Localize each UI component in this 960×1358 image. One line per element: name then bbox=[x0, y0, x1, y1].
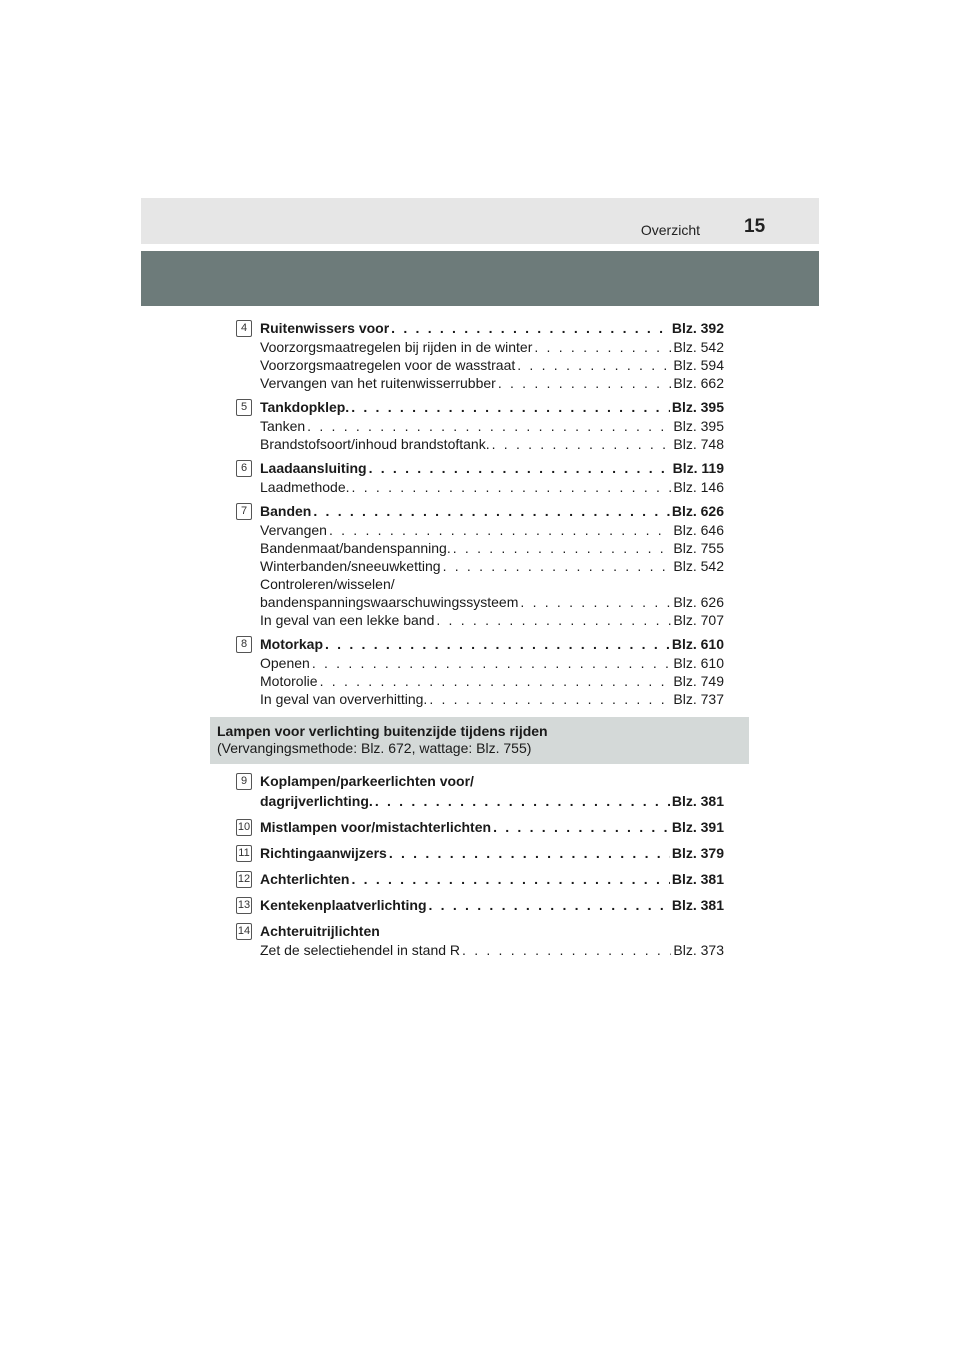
index-entry[interactable] bbox=[236, 634, 724, 654]
callout-number-badge: 11 bbox=[236, 845, 252, 862]
entry-page[interactable]: Blz. 381 bbox=[671, 897, 724, 913]
subentry-label: Bandenmaat/bandenspanning. bbox=[260, 540, 451, 556]
entry-page[interactable]: Blz. 392 bbox=[671, 320, 724, 336]
index-group bbox=[236, 318, 724, 392]
entry-title: Kentekenplaatverlichting bbox=[260, 897, 427, 913]
index-subentry[interactable] bbox=[236, 356, 724, 374]
index-subentry[interactable] bbox=[236, 338, 724, 356]
subentry-page[interactable]: Blz. 373 bbox=[673, 942, 724, 958]
dot-leader bbox=[369, 458, 671, 478]
entry-page[interactable]: Blz. 381 bbox=[671, 793, 724, 809]
index-entry[interactable] bbox=[236, 397, 724, 417]
dot-leader bbox=[391, 318, 670, 338]
subentry-label: Zet de selectiehendel in stand R bbox=[260, 942, 461, 958]
index-subentry[interactable] bbox=[236, 654, 724, 672]
subentry-label: Motorolie bbox=[260, 673, 318, 689]
subentry-label: Laadmethode. bbox=[260, 479, 350, 495]
entry-title: Mistlampen voor/mistachterlichten bbox=[260, 819, 492, 835]
subentry-page[interactable]: Blz. 395 bbox=[673, 418, 724, 434]
callout-number-badge: 7 bbox=[236, 503, 252, 520]
dot-leader bbox=[492, 435, 672, 453]
index-group bbox=[236, 771, 724, 811]
entry-page[interactable]: Blz. 626 bbox=[671, 503, 724, 519]
dot-leader bbox=[429, 895, 670, 915]
entry-title: dagrijverlichting. bbox=[260, 793, 373, 809]
subentry-page[interactable]: Blz. 146 bbox=[673, 479, 724, 495]
entry-page[interactable]: Blz. 610 bbox=[671, 636, 724, 652]
dot-leader bbox=[351, 869, 669, 889]
index-subentry[interactable] bbox=[236, 417, 724, 435]
callout-number-badge: 10 bbox=[236, 819, 252, 836]
subentry-label: In geval van oververhitting. bbox=[260, 691, 428, 707]
subentry-page[interactable]: Blz. 737 bbox=[673, 691, 724, 707]
entry-page[interactable]: Blz. 395 bbox=[671, 399, 724, 415]
index-entry[interactable] bbox=[236, 318, 724, 338]
subentry-label: In geval van een lekke band bbox=[260, 612, 435, 628]
page-number: 15 bbox=[744, 216, 766, 237]
entry-title: Tankdopklep. bbox=[260, 399, 350, 415]
index-group bbox=[236, 895, 724, 915]
dot-leader bbox=[329, 521, 671, 539]
entry-title: Ruitenwissers voor bbox=[260, 320, 390, 336]
index-list-exterior bbox=[236, 318, 724, 713]
index-subentry[interactable] bbox=[236, 374, 724, 392]
callout-number-badge: 4 bbox=[236, 320, 252, 337]
subentry-label: Vervangen van het ruitenwisserrubber bbox=[260, 375, 496, 391]
entry-title: Achteruitrijlichten bbox=[260, 923, 380, 939]
lamp-section-subtitle: (Vervangingsmethode: Blz. 672, wattage: Blz. 755) bbox=[217, 740, 532, 756]
entry-page[interactable]: Blz. 391 bbox=[671, 819, 724, 835]
dot-leader bbox=[453, 539, 672, 557]
index-entry[interactable] bbox=[236, 501, 724, 521]
index-group bbox=[236, 397, 724, 453]
callout-number-badge: 6 bbox=[236, 460, 252, 477]
subentry-label: Vervangen bbox=[260, 522, 327, 538]
subentry-label: Voorzorgsmaatregelen bij rijden in de winter bbox=[260, 339, 533, 355]
entry-title: Koplampen/parkeerlichten voor/ bbox=[260, 773, 474, 789]
index-group bbox=[236, 869, 724, 889]
index-subentry[interactable] bbox=[236, 539, 724, 557]
dot-leader bbox=[443, 557, 672, 575]
header-bar bbox=[141, 251, 819, 306]
entry-page[interactable]: Blz. 379 bbox=[671, 845, 724, 861]
dot-leader bbox=[520, 593, 671, 611]
index-entry[interactable] bbox=[236, 458, 724, 478]
index-subentry[interactable] bbox=[236, 435, 724, 453]
index-entry[interactable] bbox=[236, 791, 724, 811]
index-entry[interactable] bbox=[236, 869, 724, 889]
subentry-page[interactable]: Blz. 542 bbox=[673, 558, 724, 574]
callout-number-badge: 9 bbox=[236, 773, 252, 790]
page-header-band bbox=[141, 198, 819, 244]
dot-leader bbox=[307, 417, 671, 435]
lamp-section-title: Lampen voor verlichting buitenzijde tijdens rijden bbox=[217, 723, 548, 739]
index-subentry[interactable] bbox=[236, 690, 724, 708]
subentry-page[interactable]: Blz. 626 bbox=[673, 594, 724, 610]
entry-title: Banden bbox=[260, 503, 312, 519]
subentry-label: Tanken bbox=[260, 418, 306, 434]
dot-leader bbox=[352, 478, 672, 496]
index-subentry[interactable] bbox=[236, 672, 724, 690]
section-title: Overzicht bbox=[640, 222, 700, 238]
subentry-page[interactable]: Blz. 610 bbox=[673, 655, 724, 671]
dot-leader bbox=[313, 501, 670, 521]
index-subentry[interactable] bbox=[236, 557, 724, 575]
subentry-page[interactable]: Blz. 646 bbox=[673, 522, 724, 538]
subentry-page[interactable]: Blz. 749 bbox=[673, 673, 724, 689]
entry-page[interactable]: Blz. 381 bbox=[671, 871, 724, 887]
index-subentry[interactable] bbox=[236, 611, 724, 629]
callout-number-badge: 5 bbox=[236, 399, 252, 416]
index-subentry[interactable] bbox=[236, 575, 724, 593]
dot-leader bbox=[312, 654, 672, 672]
index-group bbox=[236, 843, 724, 863]
dot-leader bbox=[325, 634, 670, 654]
index-subentry[interactable] bbox=[236, 593, 724, 611]
entry-title: Laadaansluiting bbox=[260, 460, 367, 476]
subentry-page[interactable]: Blz. 748 bbox=[673, 436, 724, 452]
entry-title: Achterlichten bbox=[260, 871, 350, 887]
subentry-label: Openen bbox=[260, 655, 310, 671]
entry-page[interactable]: Blz. 119 bbox=[672, 460, 724, 476]
dot-leader bbox=[498, 374, 672, 392]
dot-leader bbox=[429, 690, 671, 708]
subentry-label: Controleren/wisselen/ bbox=[260, 576, 395, 592]
dot-leader bbox=[462, 941, 671, 959]
index-entry[interactable] bbox=[236, 843, 724, 863]
dot-leader bbox=[375, 791, 670, 811]
subentry-page[interactable]: Blz. 662 bbox=[673, 375, 724, 391]
index-entry[interactable] bbox=[236, 771, 724, 791]
index-subentry[interactable] bbox=[236, 478, 724, 496]
dot-leader bbox=[320, 672, 672, 690]
dot-leader bbox=[351, 397, 670, 417]
index-subentry[interactable] bbox=[236, 521, 724, 539]
callout-number-badge: 14 bbox=[236, 923, 252, 940]
index-group bbox=[236, 921, 724, 959]
index-entry[interactable] bbox=[236, 817, 724, 837]
subentry-label: Voorzorgsmaatregelen voor de wasstraat bbox=[260, 357, 516, 373]
callout-number-badge: 13 bbox=[236, 897, 252, 914]
callout-number-badge: 8 bbox=[236, 636, 252, 653]
index-group bbox=[236, 817, 724, 837]
index-entry[interactable] bbox=[236, 921, 724, 941]
subentry-page[interactable]: Blz. 594 bbox=[673, 357, 724, 373]
index-group bbox=[236, 458, 724, 496]
lamp-section-box bbox=[210, 717, 749, 764]
index-group bbox=[236, 634, 724, 708]
subentry-page[interactable]: Blz. 707 bbox=[673, 612, 724, 628]
dot-leader bbox=[389, 843, 670, 863]
subentry-label: Winterbanden/sneeuwketting bbox=[260, 558, 441, 574]
subentry-page[interactable]: Blz. 755 bbox=[673, 540, 724, 556]
subentry-label: Brandstofsoort/inhoud brandstoftank. bbox=[260, 436, 490, 452]
index-list-lamps bbox=[236, 771, 724, 965]
subentry-label: bandenspanningswaarschuwingssysteem bbox=[260, 594, 519, 610]
callout-number-badge: 12 bbox=[236, 871, 252, 888]
dot-leader bbox=[436, 611, 671, 629]
dot-leader bbox=[534, 338, 671, 356]
entry-title: Richtingaanwijzers bbox=[260, 845, 387, 861]
subentry-page[interactable]: Blz. 542 bbox=[673, 339, 724, 355]
index-subentry[interactable] bbox=[236, 941, 724, 959]
dot-leader bbox=[493, 817, 670, 837]
index-group bbox=[236, 501, 724, 629]
entry-title: Motorkap bbox=[260, 636, 323, 652]
dot-leader bbox=[517, 356, 671, 374]
index-entry[interactable] bbox=[236, 895, 724, 915]
